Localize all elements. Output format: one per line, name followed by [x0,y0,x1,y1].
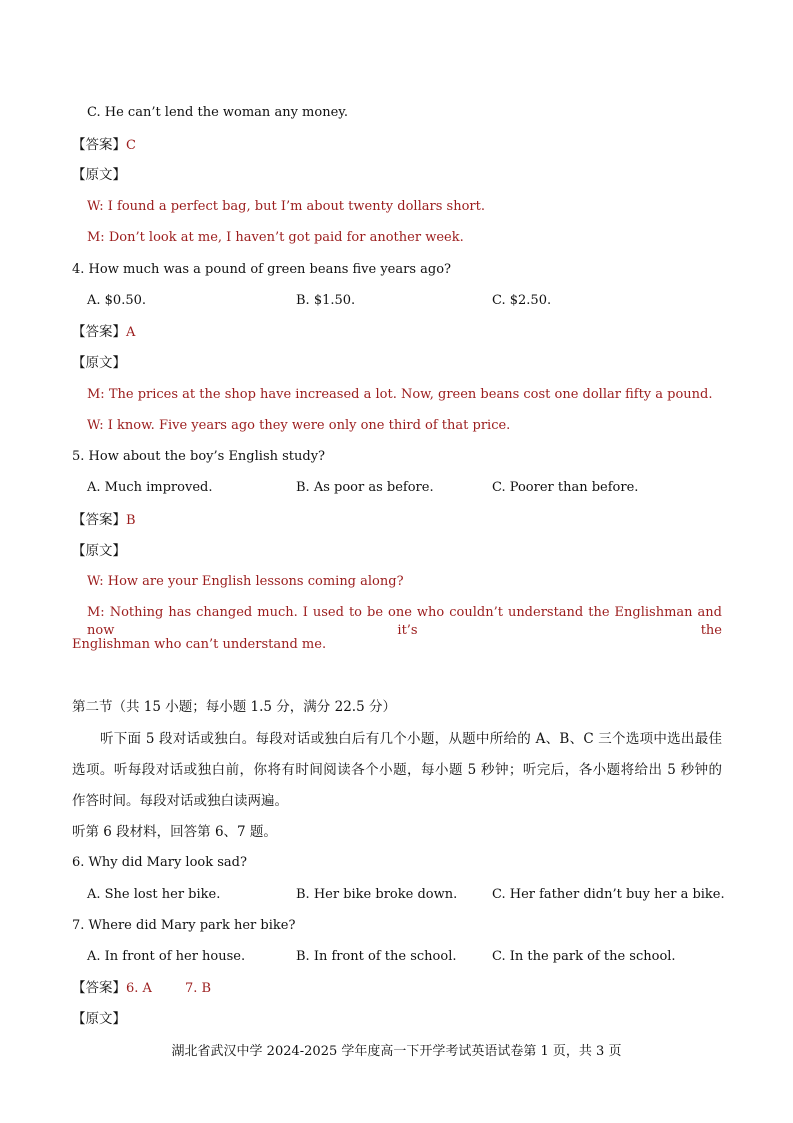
section-heading: 第二节（共 15 小题；每小题 1.5 分，满分 22.5 分） [72,699,396,715]
q5-source-tag: 【原文】 [72,543,126,559]
q5-answer-row [72,511,136,530]
q5-transcript-line: W: How are your English lessons coming along? [87,574,404,589]
q3-source-tag: 【原文】 [72,167,126,183]
q7-question: 7. Where did Mary park her bike? [72,918,296,933]
q4-question: 4. How much was a pound of green beans five years ago? [72,262,452,277]
answer-value: B [126,513,136,528]
q5-transcript-line: M: Nothing has changed much. I used to be one who couldn’t understand the Englishman and now it’s the [87,605,722,638]
instruction-line: 听下面 5 段对话或独白。每段对话或独白后有几个小题，从题中所给的 A、B、C 三个选项中选出最佳 [100,731,722,747]
q5-option-b: B. As poor as before. [296,480,434,495]
q4-option-c: C. $2.50. [492,293,552,308]
q4-option-b: B. $1.50. [296,293,356,308]
q3-answer-row [72,136,136,155]
answer-value: A [126,325,136,340]
page-footer: 湖北省武汉中学 2024-2025 学年度高一下开学考试英语试卷第 1 页，共 3 页 [171,1044,622,1059]
q3-option-c: C. He can’t lend the woman any money. [87,105,349,120]
q4-transcript-line: M: The prices at the shop have increased a lot. Now, green beans cost one dollar fifty a pound. [87,387,713,402]
q67-source-tag: 【原文】 [72,1011,126,1027]
q6-option-b: B. Her bike broke down. [296,887,458,902]
q7-option-b: B. In front of the school. [296,949,457,964]
answer-value: C [126,138,136,153]
q7-option-a: A. In front of her house. [87,949,246,964]
instruction-line: 选项。听每段对话或独白前，你将有时间阅读各个小题，每小题 5 秒钟；听完后，各小题将给出 5 秒钟的 [72,762,722,778]
material-intro: 听第 6 段材料，回答第 6、7 题。 [72,824,277,840]
answer-tag: 【答案】 [72,512,126,528]
q3-transcript-line: W: I found a perfect bag, but I’m about twenty dollars short. [87,199,485,214]
q4-transcript-line: W: I know. Five years ago they were only one third of that price. [87,418,511,433]
q5-option-a: A. Much improved. [87,480,213,495]
answer-tag: 【答案】 [72,137,126,153]
q3-transcript-line: M: Don’t look at me, I haven’t got paid for another week. [87,230,464,245]
q7-option-c: C. In the park of the school. [492,949,676,964]
q5-question: 5. How about the boy’s English study? [72,449,326,464]
q4-source-tag: 【原文】 [72,355,126,371]
q4-answer-row [72,323,135,342]
answer-value: 6. A 7. B [126,981,212,996]
q67-answer-row [72,979,211,998]
q6-option-c: C. Her father didn’t buy her a bike. [492,887,725,902]
q5-option-c: C. Poorer than before. [492,480,639,495]
q6-question: 6. Why did Mary look sad? [72,855,247,870]
answer-tag: 【答案】 [72,324,126,340]
q6-option-a: A. She lost her bike. [87,887,221,902]
instruction-line: 作答时间。每段对话或独白读两遍。 [72,793,288,809]
answer-tag: 【答案】 [72,980,126,996]
q4-option-a: A. $0.50. [87,293,147,308]
q5-transcript-line: Englishman who can’t understand me. [72,637,327,652]
